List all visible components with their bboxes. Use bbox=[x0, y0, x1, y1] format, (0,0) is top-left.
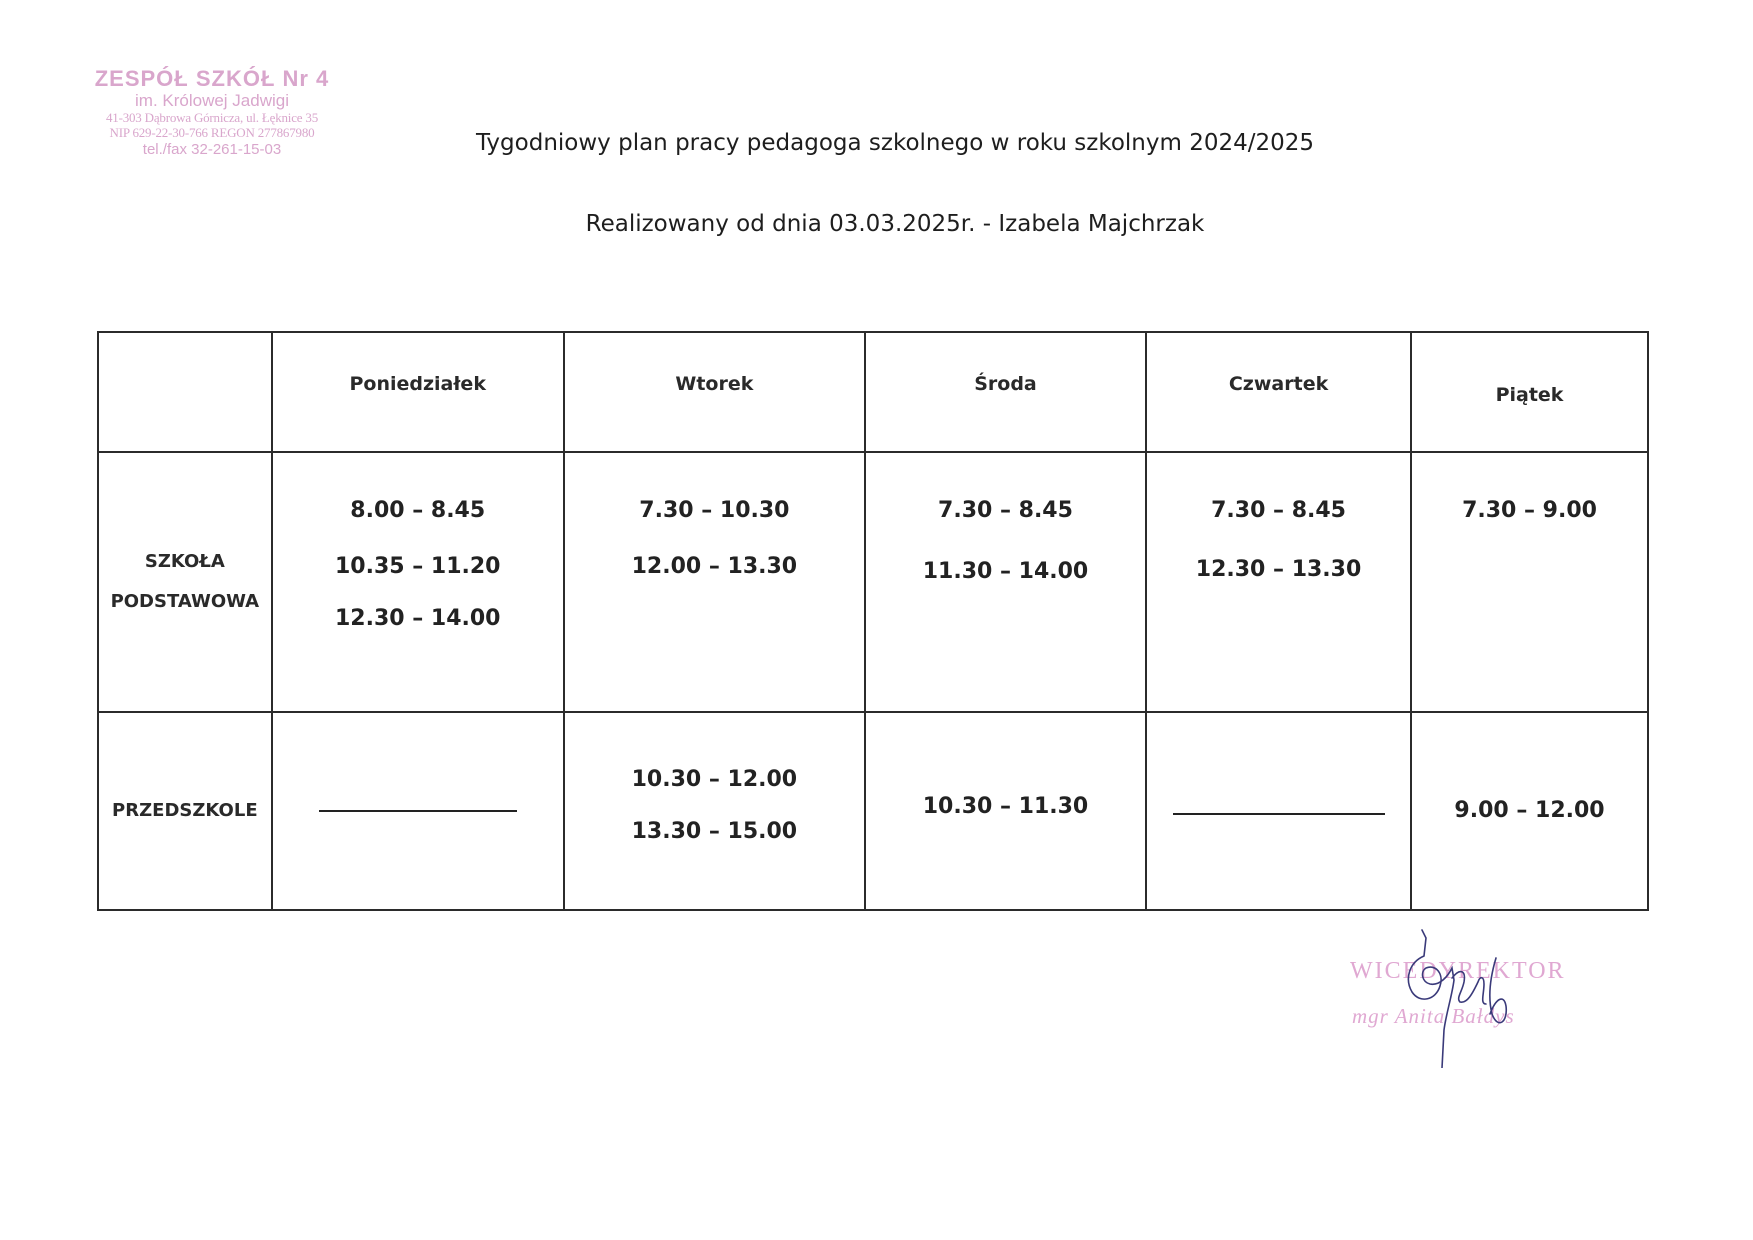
stamp-line-2: im. Królowej Jadwigi bbox=[135, 91, 289, 111]
day-header-wednesday: Środa bbox=[865, 332, 1146, 452]
document-title: Tygodniowy plan pracy pedagoga szkolnego w roku szkolnym 2024/2025 bbox=[475, 130, 1315, 156]
signature-stamp bbox=[1340, 918, 1600, 1068]
time-slot: 7.30 – 8.45 bbox=[938, 498, 1073, 523]
row-primary-school bbox=[98, 452, 1648, 712]
stamp-line-5: tel./fax 32-261-15-03 bbox=[142, 140, 282, 158]
row-label-primary-school bbox=[98, 452, 272, 712]
stamp-line-4: NIP 629-22-30-766 REGON 277867980 bbox=[109, 124, 315, 140]
row-label-line-1: SZKOŁA bbox=[144, 551, 225, 572]
document-subtitle: Realizowany od dnia 03.03.2025r. - Izabela Majchrzak bbox=[585, 211, 1205, 237]
cell-preschool-friday bbox=[1411, 712, 1648, 910]
schedule-table bbox=[97, 331, 1649, 911]
time-slot: 12.30 – 14.00 bbox=[334, 606, 501, 631]
time-slot: 7.30 – 8.45 bbox=[1211, 498, 1346, 523]
cell-primary-wednesday bbox=[865, 452, 1146, 712]
time-slot: 12.30 – 13.30 bbox=[1195, 557, 1362, 582]
signature-role: WICEDYREKTOR bbox=[1350, 958, 1566, 984]
day-header-friday: Piątek bbox=[1411, 332, 1648, 452]
day-header-tuesday: Wtorek bbox=[564, 332, 865, 452]
cell-preschool-thursday bbox=[1146, 712, 1411, 910]
time-slot: 13.30 – 15.00 bbox=[631, 819, 798, 844]
row-preschool bbox=[98, 712, 1648, 910]
time-slot: 10.30 – 12.00 bbox=[631, 767, 798, 792]
empty-slot-line bbox=[319, 810, 517, 812]
cell-preschool-monday bbox=[272, 712, 564, 910]
time-slot: 12.00 – 13.30 bbox=[631, 554, 798, 579]
empty-slot-line bbox=[1173, 813, 1385, 815]
stamp-line-1: ZESPÓŁ SZKÓŁ Nr 4 bbox=[94, 66, 330, 91]
time-slot: 10.30 – 11.30 bbox=[922, 794, 1089, 819]
time-slot: 11.30 – 14.00 bbox=[922, 559, 1089, 584]
corner-cell bbox=[98, 332, 272, 452]
time-slot: 7.30 – 10.30 bbox=[639, 498, 790, 523]
time-slot: 9.00 – 12.00 bbox=[1454, 798, 1605, 823]
header-row bbox=[98, 332, 1648, 452]
day-header-monday: Poniedziałek bbox=[272, 332, 564, 452]
stamp-line-3: 41-303 Dąbrowa Górnicza, ul. Łęknice 35 bbox=[105, 109, 319, 125]
row-label-preschool: PRZEDSZKOLE bbox=[98, 712, 272, 910]
signature-name: mgr Anita Bałdys bbox=[1352, 1004, 1515, 1028]
row-label-line-2: PODSTAWOWA bbox=[110, 591, 260, 612]
time-slot: 7.30 – 9.00 bbox=[1462, 498, 1597, 523]
cell-primary-thursday bbox=[1146, 452, 1411, 712]
cell-primary-tuesday bbox=[564, 452, 865, 712]
cell-preschool-tuesday bbox=[564, 712, 865, 910]
cell-primary-friday bbox=[1411, 452, 1648, 712]
day-header-thursday: Czwartek bbox=[1146, 332, 1411, 452]
time-slot: 8.00 – 8.45 bbox=[350, 498, 486, 523]
cell-preschool-wednesday bbox=[865, 712, 1146, 910]
time-slot: 10.35 – 11.20 bbox=[334, 554, 501, 579]
handwritten-signature bbox=[1340, 918, 1600, 1068]
cell-primary-monday bbox=[272, 452, 564, 712]
